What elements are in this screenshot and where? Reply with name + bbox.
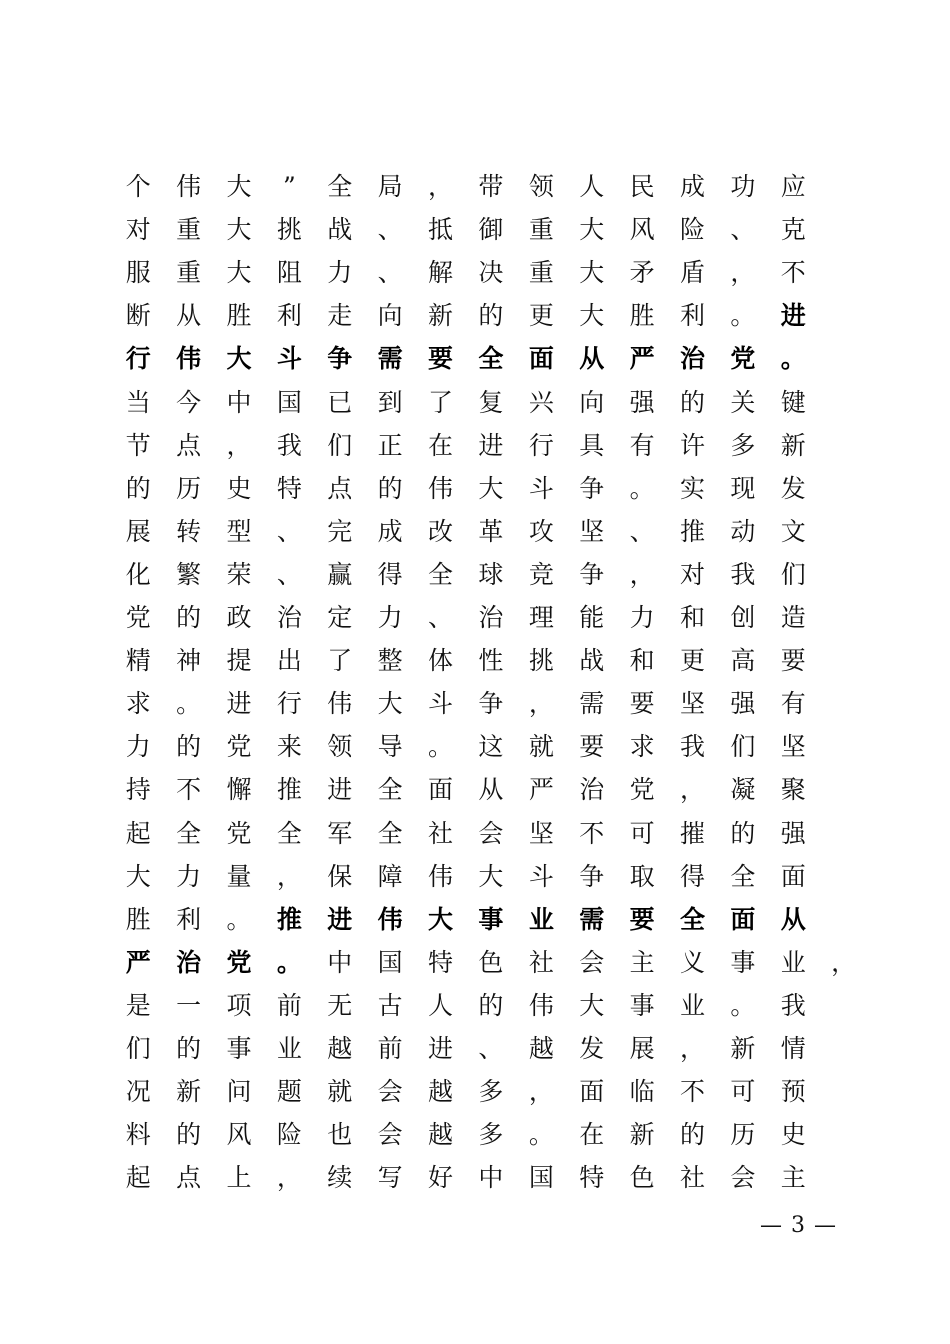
text-line: 力 的 党 来 领 导 。 这 就 要 求 我 们 坚 [125, 732, 806, 762]
text-line: 料 的 风 险 也 会 越 多 。 在 新 的 历 史 [125, 1120, 806, 1150]
page-number: — 3 — [760, 1213, 837, 1238]
text-line: 党 的 政 治 定 力 、 治 理 能 力 和 创 造 [125, 603, 806, 632]
text-line: 对 重 大 挑 战 、 抵 御 重 大 风 险 、 克 [125, 215, 806, 245]
text-line: 断 从 胜 利 走 向 新 的 更 大 胜 利 。 进 [125, 301, 806, 331]
text-line: 起 点 上 ， 续 写 好 中 国 特 色 社 会 主 [125, 1163, 806, 1193]
text-line: 严 治 党 。 中 国 特 色 社 会 主 义 事 业 ， [125, 947, 857, 977]
text-line: 是 一 项 前 无 古 人 的 伟 大 事 业 。 我 [125, 990, 806, 1020]
text-line: 精 神 提 出 了 整 体 性 挑 战 和 更 高 要 [125, 646, 806, 676]
text-line: 节 点 ， 我 们 正 在 进 行 具 有 许 多 新 [125, 430, 806, 460]
text-line: 们 的 事 业 越 前 进 、 越 发 展 ， 新 情 [125, 1034, 806, 1063]
text-line: 况 新 问 题 就 会 越 多 ， 面 临 不 可 预 [125, 1077, 806, 1107]
text-line: 的 历 史 特 点 的 伟 大 斗 争 。 实 现 发 [125, 473, 806, 503]
text-line: 当 今 中 国 已 到 了 复 兴 向 强 的 关 键 [125, 387, 806, 417]
text-line: 化 繁 荣 、 赢 得 全 球 竞 争 ， 对 我 们 [125, 559, 806, 589]
text-line: 个 伟 大 ” 全 局 ， 带 领 人 民 成 功 应 [125, 172, 806, 201]
text-line: 求 。 进 行 伟 大 斗 争 ， 需 要 坚 强 有 [125, 689, 806, 719]
text-line: 服 重 大 阻 力 、 解 决 重 大 矛 盾 ， 不 [125, 258, 806, 288]
text-line: 持 不 懈 推 进 全 面 从 严 治 党 ， 凝 聚 [125, 775, 806, 805]
text-line: 展 转 型 、 完 成 改 革 攻 坚 、 推 动 文 [125, 516, 806, 546]
text-line: 胜 利 。 推 进 伟 大 事 业 需 要 全 面 从 [125, 904, 806, 934]
text-line: 行 伟 大 斗 争 需 要 全 面 从 严 治 党 。 [125, 344, 806, 374]
text-line: 起 全 党 全 军 全 社 会 坚 不 可 摧 的 强 [125, 818, 806, 848]
text-line: 大 力 量 ， 保 障 伟 大 斗 争 取 得 全 面 [125, 861, 806, 891]
